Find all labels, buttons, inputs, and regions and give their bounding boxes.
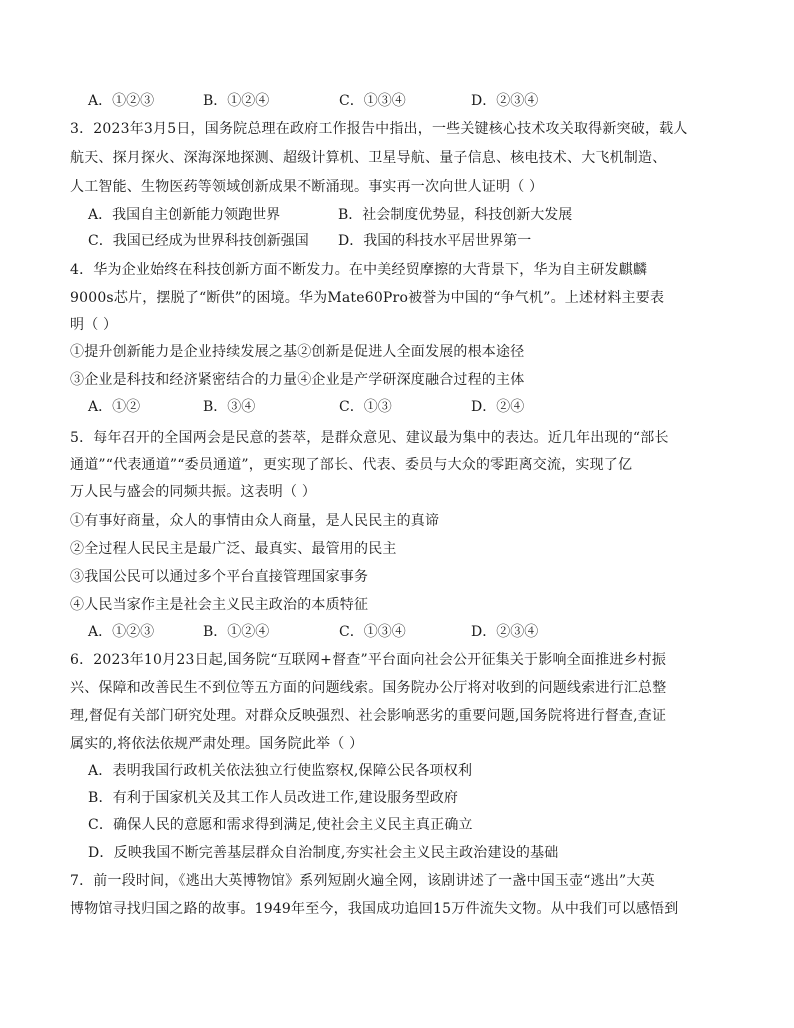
q4-stem-line-1: 4．华为企业始终在科技创新方面不断发力。在中美经贸摩擦的大背景下，华为自主研发麒麟 (70, 262, 648, 278)
q4-option-d: D．②④ (471, 399, 525, 415)
q3-option-c: C．我国已经成为世界科技创新强国 (88, 233, 309, 249)
q5-options (88, 622, 648, 642)
q4-option-b: B．③④ (203, 399, 256, 415)
q6-stem-line-1: 6．2023年10月23日起,国务院“互联网+督查”平台面向社会公开征集关于影响全面推进乡村振 (70, 652, 667, 668)
q3-options-row-1 (88, 205, 688, 225)
q6-option-b: B．有利于国家机关及其工作人员改进工作,建设服务型政府 (88, 790, 459, 806)
q5-statement-4: ④人民当家作主是社会主义民主政治的本质特征 (70, 597, 369, 613)
q3-stem-line-1: 3．2023年3月5日，国务院总理在政府工作报告中指出，一些关键核心技术攻关取得新突破，载人 (70, 121, 688, 137)
q6-option-c: C．确保人民的意愿和需求得到满足,使社会主义民主真正确立 (88, 817, 473, 833)
q5-option-a: A．①②③ (88, 624, 155, 640)
q2-option-c: C．①③④ (339, 93, 406, 109)
q6-option-a: A．表明我国行政机关依法独立行使监察权,保障公民各项权利 (88, 763, 473, 779)
q6-stem-line-2: 兴、保障和改善民生不到位等五方面的问题线索。国务院办公厅将对收到的问题线索进行汇总整 (70, 680, 667, 696)
q4-stem-line-3: 明（ ） (70, 317, 118, 333)
q2-option-b: B．①②④ (203, 93, 270, 109)
q6-stem-line-4: 属实的,将依法依规严肃处理。国务院此举（ ） (70, 736, 364, 752)
q4-option-a: A．①② (88, 399, 141, 415)
q2-options (88, 91, 648, 111)
q4-option-c: C．①③ (339, 399, 392, 415)
q3-option-d: D．我国的科技水平居世界第一 (338, 233, 532, 249)
q5-stem-line-2: 通道”“代表通道”“委员通道”，更实现了部长、代表、委员与大众的零距离交流，实现了亿 (70, 457, 633, 473)
q6-stem-line-3: 理,督促有关部门研究处理。对群众反映强烈、社会影响恶劣的重要问题,国务院将进行督查,查证 (70, 708, 667, 724)
q3-stem-line-3: 人工智能、生物医药等领域创新成果不断涌现。事实再一次向世人证明（ ） (70, 179, 544, 195)
q5-stem-line-1: 5．每年召开的全国两会是民意的荟萃，是群众意见、建议最为集中的表达。近几年出现的“部长 (70, 430, 669, 446)
q5-stem-line-3: 万人民与盛会的同频共振。这表明（ ） (70, 484, 317, 500)
q4-stem-line-2: 9000s芯片，摆脱了“断供”的困境。华为Mate60Pro被誉为中国的“争气机”。上述材料主要表 (70, 290, 665, 306)
q4-statement-3-4: ③企业是科技和经济紧密结合的力量④企业是产学研深度融合过程的主体 (70, 372, 525, 388)
q5-statement-2: ②全过程人民民主是最广泛、最真实、最管用的民主 (70, 541, 397, 557)
q2-option-a: A．①②③ (88, 93, 155, 109)
q3-options-row-2 (88, 231, 688, 251)
q5-option-c: C．①③④ (339, 624, 406, 640)
q5-option-b: B．①②④ (203, 624, 270, 640)
q6-option-d: D．反映我国不断完善基层群众自治制度,夯实社会主义民主政治建设的基础 (88, 845, 559, 861)
q2-option-d: D．②③④ (471, 93, 539, 109)
q5-option-d: D．②③④ (471, 624, 539, 640)
q7-stem-line-1: 7．前一段时间，《逃出大英博物馆》系列短剧火遍全网，该剧讲述了一盏中国玉壶“逃出”大英 (70, 873, 655, 889)
q4-statement-1-2: ①提升创新能力是企业持续发展之基②创新是促进人全面发展的根本途径 (70, 344, 525, 360)
q5-statement-1: ①有事好商量，众人的事情由众人商量，是人民民主的真谛 (70, 513, 440, 529)
q5-statement-3: ③我国公民可以通过多个平台直接管理国家事务 (70, 569, 369, 585)
q3-stem-line-2: 航天、探月探火、深海深地探测、超级计算机、卫星导航、量子信息、核电技术、大飞机制造、 (70, 150, 667, 166)
q7-stem-line-2: 博物馆寻找归国之路的故事。1949年至今，我国成功追回15万件流失文物。从中我们可以感悟到 (70, 901, 679, 917)
q3-option-b: B．社会制度优势显，科技创新大发展 (338, 207, 573, 223)
q3-option-a: A．我国自主创新能力领跑世界 (88, 207, 281, 223)
q4-options (88, 397, 648, 417)
